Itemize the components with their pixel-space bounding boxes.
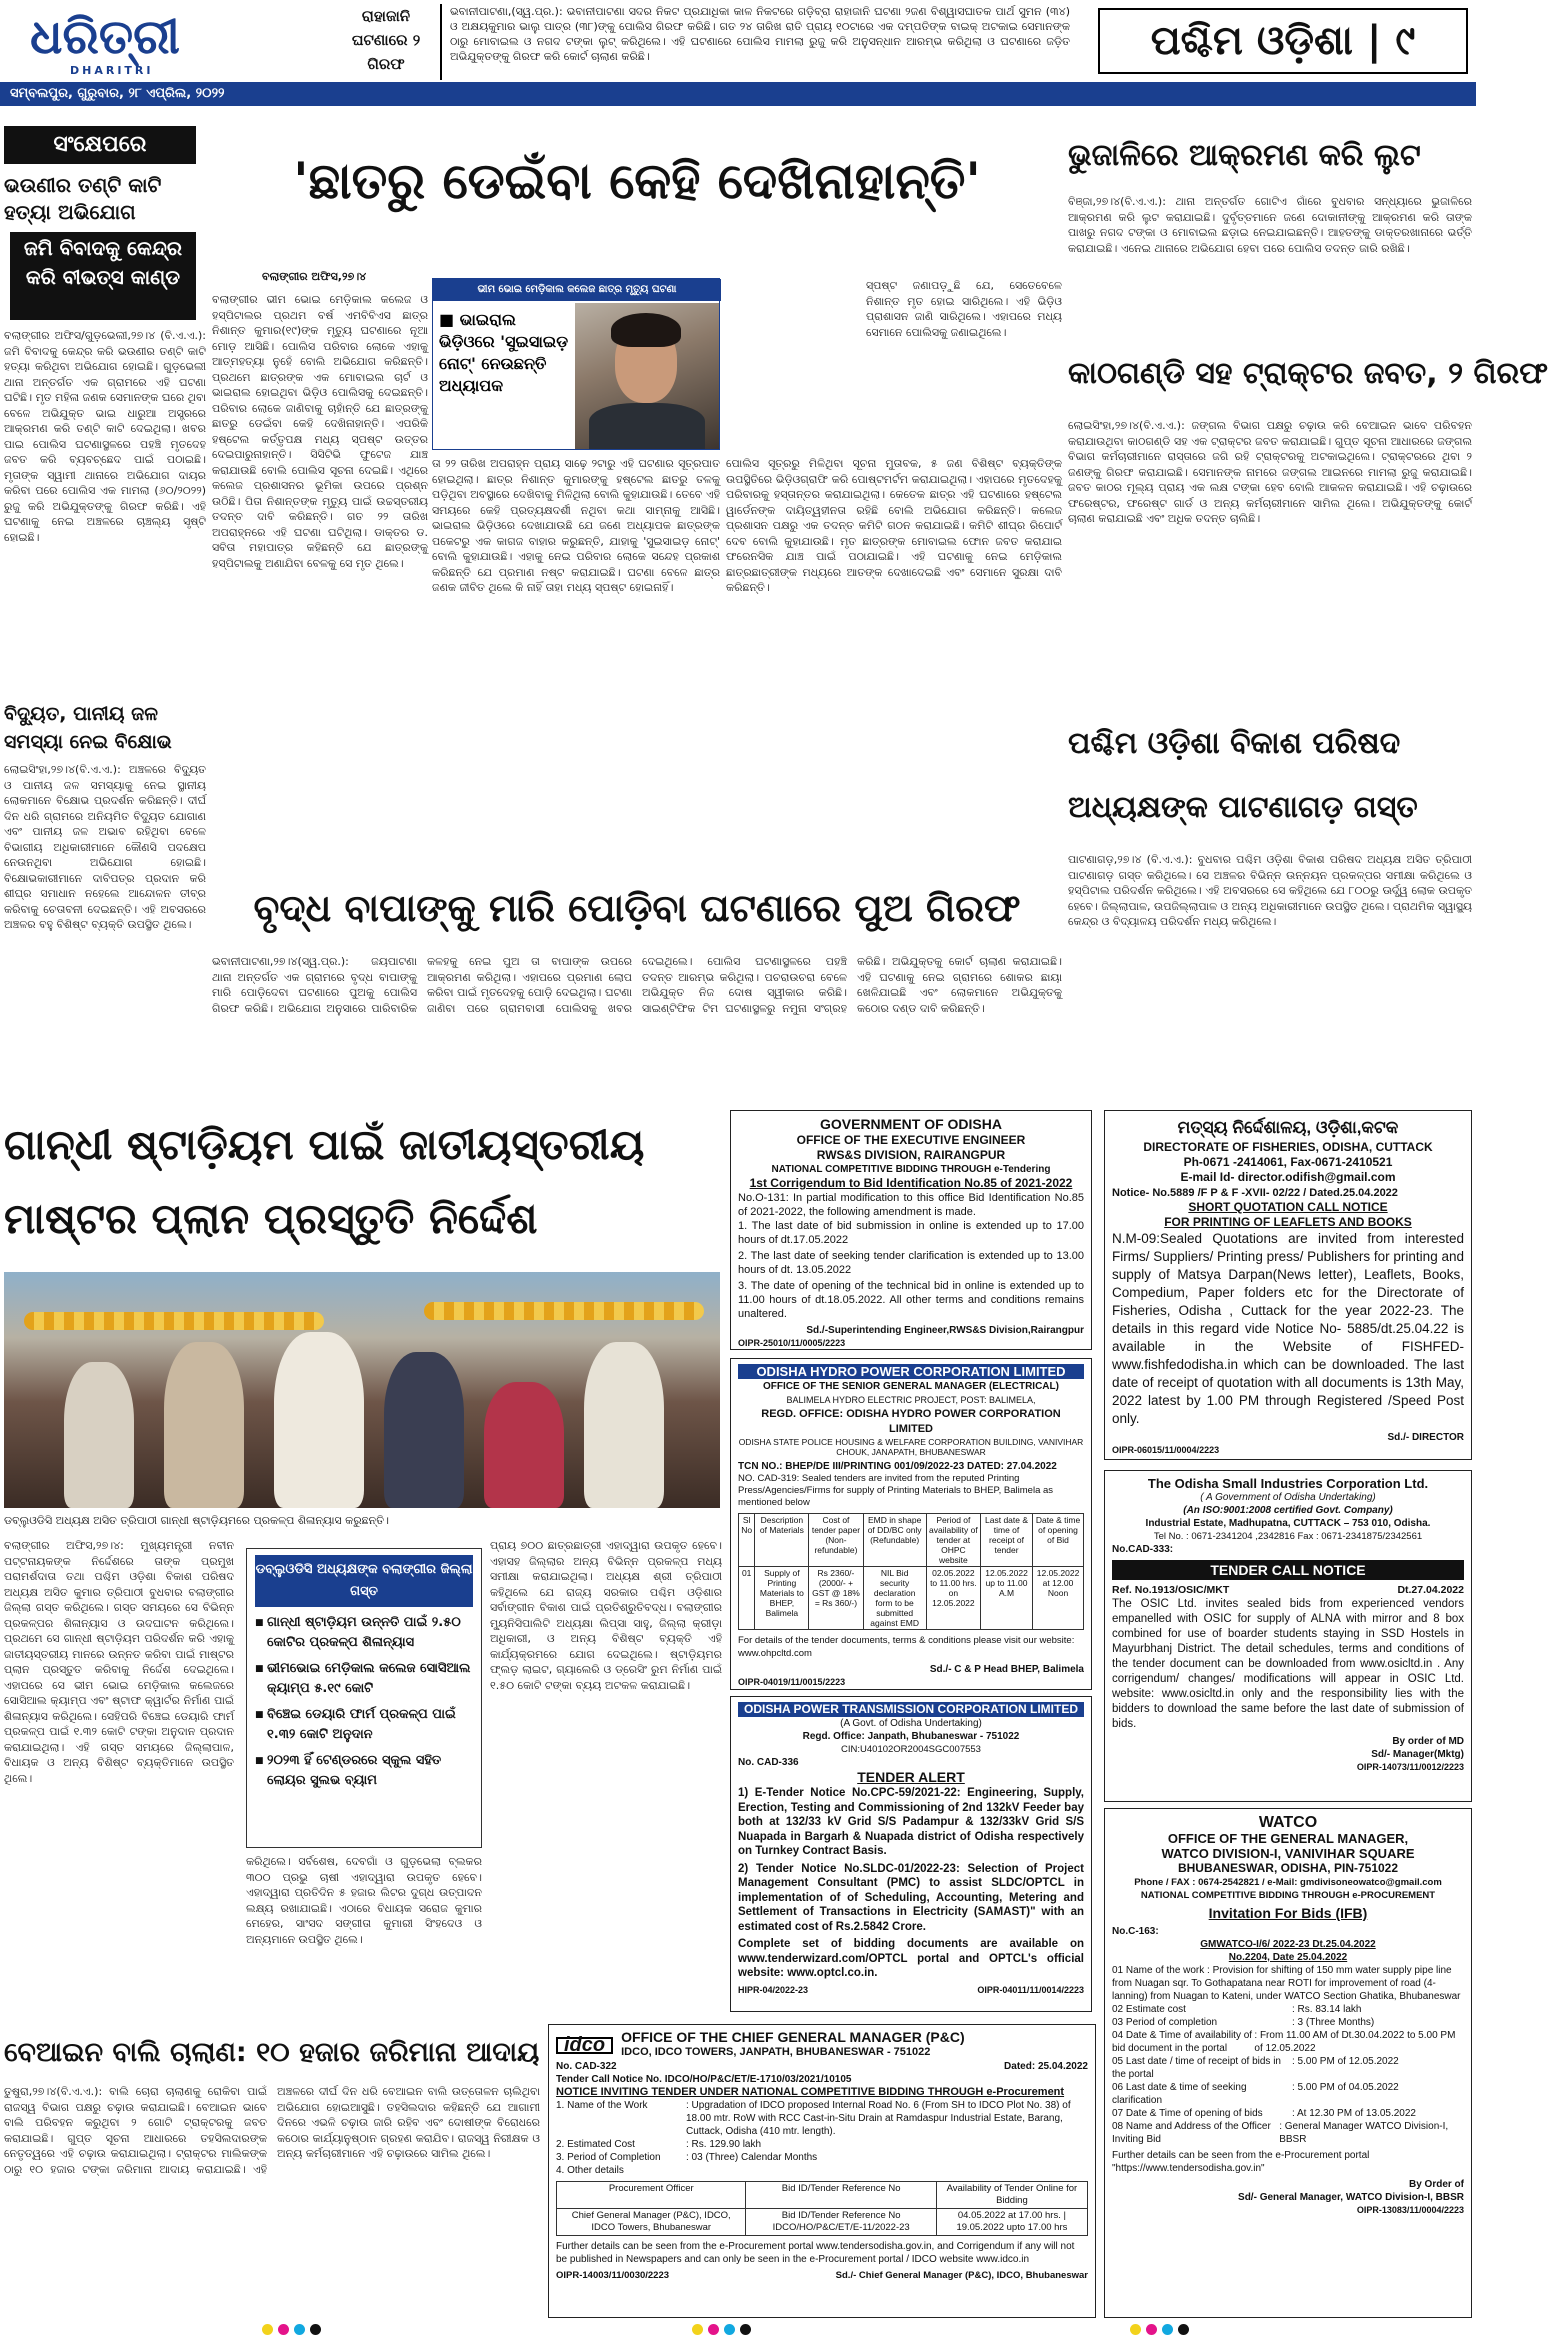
watco-row	[1112, 2016, 1464, 2029]
wodc-visit-body: ପାଟଣାଗଡ଼,୨୭।୪ (ବି.ଏ.ଏ.): ବୁଧବାର ପଶ୍ଚିମ ଓଡ଼ିଶା ବିକାଶ ପରିଷଦ ଅଧ୍ୟକ୍ଷ ଅସିତ ତ୍ରିପାଠୀ ପାଟଣାଗଡ଼ ଗସ୍ତ କରିଥିଲେ। ସେ ଅଞ୍ଚଳର ବିଭିନ୍ନ ଉନ୍ନୟନ ପ୍ରକଳ୍ପର ସମୀକ୍ଷା କରିଥିଲେ ଓ ହସ୍ପିଟାଲ ପରିଦର୍ଶନ କରିଥିଲେ। ଏହି ଅବସରରେ ସେ କହିଥିଲେ ଯେ ୮୦୦ରୁ ଊର୍ଦ୍ଧ୍ୱ ଲୋକ ଉପକୃତ ହେବେ। ଜିଲ୍ଲାପାଳ, ଉପଜିଲ୍ଲାପାଳ ଓ ଅନ୍ୟ ଅଧିକାରୀମାନେ ଉପସ୍ଥିତ ଥିଲେ। ପ୍ରାଥମିକ ସ୍ୱାସ୍ଥ୍ୟ କେନ୍ଦ୍ର ଓ ବିଦ୍ୟାଳୟ ପରିଦର୍ଶନ ମଧ୍ୟ କରିଥିଲେ।	[1068, 853, 1472, 928]
idco-th: Bid ID/Tender Reference No	[746, 2182, 936, 2209]
ohpc-th: Sl No	[739, 1514, 755, 1567]
tender-idco	[548, 2024, 1096, 2318]
reg-dot-yellow	[692, 2324, 703, 2335]
watco-key: 03 Period of completion	[1112, 2017, 1218, 2028]
watco-val: : At 12.30 PM of 13.05.2022	[1292, 2108, 1416, 2119]
fisheries-call-title: SHORT QUOTATION CALL NOTICE	[1188, 1200, 1388, 1214]
stadium-photo-caption: ଡବ୍ଲୁଓଡିସି ଅଧ୍ୟକ୍ଷ ଅସିତ ତ୍ରିପାଠୀ ଗାନ୍ଧୀ ଷ୍ଟାଡ଼ିୟମରେ ପ୍ରକଳ୍ପ ଶିଳାନ୍ୟାସ କରୁଛନ୍ତି।	[4, 1514, 389, 1527]
osic-ref-row	[1112, 1584, 1464, 1597]
optcl-codes	[738, 1984, 1084, 1997]
watco-row	[1112, 2120, 1464, 2146]
wodc-visit-headline: ପଶ୍ଚିମ ଓଡ଼ିଶା ବିକାଶ ପରିଷଦ ଅଧ୍ୟକ୍ଷଙ୍କ ପାଟଣାଗଡ଼ ଗସ୍ତ	[1068, 726, 1418, 825]
idco-office: OFFICE OF THE CHIEF GENERAL MANAGER (P&C)	[621, 2029, 965, 2045]
ohpc-th: Cost of tender paper (Non-refundable)	[809, 1514, 863, 1567]
brief-headline-2: ବିଦ୍ୟୁତ, ପାନୀୟ ଜଳ ସମସ୍ୟା ନେଇ ବିକ୍ଷୋଭ	[4, 703, 172, 753]
photo-person-3	[274, 1332, 364, 1508]
idco-no: No. CAD-322	[556, 2061, 617, 2072]
reg-dot-magenta	[708, 2324, 719, 2335]
teaser-body: ଭବାନୀପାଟଣା,(ସ୍ୱ.ପ୍ର.): ଭବାନୀପାଟଣା ସଦର ନିକଟ ପ୍ରଯାଧିକା କାଳ ନିକଟରେ ଗଡ଼ିବ୍ରା ରାହାଜାନି ଘଟଣା ୨ଜଣ ବିଶ୍ୱାସଘାତକ ପାର୍ଥ ସୁମନ (୩୪) ଓ ଅକ୍ଷୟକୁମାର ଭାଲୁ ପାତ୍ର (୩୮)ଙ୍କୁ ପୋଲିସ ଗିରଫ କରିଛି। ଗତ ୨୪ ତାରିଖ ରାତି ପ୍ରାୟ ୧୦ଟାରେ ଏକ ଦମ୍ପତିଙ୍କ ବାଇକ୍ ଅଟକାଇ ସେମାନଙ୍କ ଠାରୁ ମୋବାଇଲ ଓ ନଗଦ ଟଙ୍କା ଲୁଟ୍ କରିଥିଲେ। ଏହି ଘଟଣାରେ ପୋଲିସ ମାମଲା ରୁଜୁ କରି ଅନୁସନ୍ଧାନ ଆରମ୍ଭ କରିଥିଲା ଓ ଘଟଣାରେ ଜଡ଼ିତ ଅଭିଯୁକ୍ତଙ୍କୁ ଗିରଫ କରି କୋର୍ଟ ଚାଲାଣ କରିଛି।	[450, 5, 1070, 63]
optcl-cin: CIN:U40102OR2004SGC007553	[841, 1744, 981, 1755]
tractor-seized-body: ଲୋଇସିଂହା,୨୭।୪(ବି.ଏ.ଏ.): ଜଙ୍ଗଲ ବିଭାଗ ପକ୍ଷରୁ ଚଢ଼ାଉ କରି ବେଆଇନ ଭାବେ ପରିବହନ କରାଯାଉଥିବା କାଠଗଣ୍ଡି ସହ ଏକ ଟ୍ରାକ୍ଟର ଜବତ କରାଯାଇଛି। ଗୁପ୍ତ ସୂଚନା ଆଧାରରେ ଜଙ୍ଗଲ ବିଭାଗ କର୍ମଚାରୀମାନେ ରାସ୍ତାରେ ଜଗି ରହି ଟ୍ରାକ୍ଟରକୁ ଅଟକାଇଥିଲେ। ଟ୍ରାକ୍ଟରରେ ଥିବା ୨ ଜଣଙ୍କୁ ଗିରଫ କରାଯାଇଛି। ସେମାନଙ୍କ ନାମରେ ଜଙ୍ଗଲ ଆଇନରେ ମାମଲା ରୁଜୁ କରାଯାଇଛି। ଜବତ କାଠର ମୂଲ୍ୟ ପ୍ରାୟ ଏକ ଲକ୍ଷ ଟଙ୍କା ହେବ ବୋଲି ଆକଳନ କରାଯାଇଛି। ଏହି ଚଢ଼ାଉରେ ଫରେଷ୍ଟର, ଫରେଷ୍ଟ ଗାର୍ଡ ଓ ଅନ୍ୟ କର୍ମଚାରୀମାନେ ସାମିଲ ଥିଲେ। ଅଭିଯୁକ୍ତଙ୍କୁ କୋର୍ଟ ଚାଲାଣ କରାଯାଇଛି ଏବଂ ଅଧିକ ତଦନ୍ତ ଚାଲିଛି।	[1068, 419, 1472, 525]
reg-dot-magenta	[1146, 2324, 1157, 2335]
watco-contact: Phone / FAX : 0674-2542821 / e-Mail: gmdivisoneowatco@gmail.com	[1134, 1877, 1442, 1888]
reg-dot-cyan	[1162, 2324, 1173, 2335]
idco-th: Procurement Officer	[557, 2182, 746, 2209]
ohpc-td: Rs 2360/- (2000/- + GST @ 18% = Rs 360/-)	[809, 1567, 863, 1630]
watco-ref-1: GMWATCO-I/6/ 2022-23 Dt.25.04.2022	[1200, 1939, 1376, 1950]
section-title: ପଶ୍ଚିମ ଓଡ଼ିଶା | ୯	[1098, 8, 1468, 74]
optcl-hipr: HIPR-04/2022-23	[738, 1984, 809, 1995]
watco-key: 02 Estimate cost	[1112, 2004, 1186, 2015]
idco-tcn: Tender Call Notice No. IDCO/HO/P&C/ET/E-1710/03/2021/10105	[556, 2074, 852, 2085]
table-row	[557, 2209, 1088, 2236]
idco-row	[556, 2099, 1088, 2138]
father-killed-body: ଭବାନୀପାଟଣା,୨୭।୪(ସ୍ୱ.ପ୍ର.): ଜୟପାଟଣା ଥାନା ଅନ୍ତର୍ଗତ ଏକ ଗ୍ରାମରେ ବୃଦ୍ଧ ବାପାଙ୍କୁ ମାରି ପୋଡ଼ିଦେବା ଘଟଣାରେ ପୁଅକୁ ପୋଲିସ ଗିରଫ କରିଛି। ଅଭିଯୋଗ ଅନୁସାରେ ପାରିବାରିକ କଳହକୁ ନେଇ ପୁଅ ତା ବାପାଙ୍କ ଉପରେ ଆକ୍ରମଣ କରିଥିଲା। ଏହାପରେ ପ୍ରମାଣ ଲୋପ କରିବା ପାଇଁ ମୃତଦେହକୁ ପୋଡ଼ି ଦେଇଥିଲା। ଘଟଣା ଜାଣିବା ପରେ ଗ୍ରାମବାସୀ ପୋଲିସକୁ ଖବର ଦେଇଥିଲେ। ପୋଲିସ ଘଟଣାସ୍ଥଳରେ ପହଞ୍ଚି ତଦନ୍ତ ଆରମ୍ଭ କରିଥିଲା। ପଚରାଉଚରା ବେଳେ ଅଭିଯୁକ୍ତ ନିଜ ଦୋଷ ସ୍ୱୀକାର କରିଛି। ସାଇଣ୍ଟିଫିକ ଟିମ ଘଟଣାସ୍ଥଳରୁ ନମୁନା ସଂଗ୍ରହ କରିଛି। ଅଭିଯୁକ୍ତକୁ କୋର୍ଟ ଚାଲାଣ କରାଯାଇଛି। ଏହି ଘଟଣାକୁ ନେଇ ଗ୍ରାମରେ ଶୋକର ଛାୟା ଖେଳିଯାଇଛି ଏବଂ ଲୋକମାନେ ଅଭିଯୁକ୍ତକୁ କଠୋର ଦଣ୍ଡ ଦାବି କରିଛନ୍ତି।	[212, 955, 1062, 1015]
visit-highlights-box	[246, 1548, 482, 1848]
ohpc-title: ODISHA HYDRO POWER CORPORATION LIMITED	[738, 1364, 1084, 1379]
idco-dated: Dated: 25.04.2022	[1004, 2061, 1088, 2072]
reg-dot-cyan	[294, 2324, 305, 2335]
ohpc-td: 01	[739, 1567, 755, 1630]
watco-ncb: NATIONAL COMPETITIVE BIDDING THROUGH e-PROCUREMENT	[1140, 1890, 1436, 1901]
idco-th: Availability of Tender Online for Bidding	[936, 2182, 1087, 2209]
newspaper-logo	[30, 10, 250, 82]
watco-title: WATCO	[1258, 1814, 1318, 1831]
optcl-item-1: 1) E-Tender Notice No.CPC-59/2021-22: Engineering, Supply, Erection, Testing and Commissioning of 2nd 132kV Feeder bay both at 132/33 kV Grid S/S Padampur & 132/33kV Grid S/S Nuapada in Bargarh & Nuapada district of Odisha respectively on Turnkey Contract Basis.	[738, 1787, 1084, 1857]
main-byline: ବଲାଙ୍ଗୀର ଅଫିସ,୨୭।୪	[262, 270, 367, 283]
reg-dot-black	[1178, 2324, 1189, 2335]
idco-logo: idco	[556, 2037, 613, 2054]
optcl-banner: TENDER ALERT	[857, 1769, 965, 1785]
main-column-2: ତା ୨୨ ତାରିଖ ଅପରାହ୍ନ ପ୍ରାୟ ସାଢ଼େ ୨ଟାରୁ ଏହି ଘଟଣାର ସୂତ୍ରପାତ ହୋଇଥିଲା। ଛାତ୍ର ନିଶାନ୍ତ କୁମାରଙ୍କୁ ହଷ୍ଟେଲ ଛାତରୁ ତଳକୁ ପଡ଼ିଥିବା ଅବସ୍ଥାରେ ଦେଖିବାକୁ ମିଳିଥିଲା ବୋଲି କୁହାଯାଉଛି। ତେବେ ଏହି ସମୟରେ କେହି ପ୍ରତ୍ୟକ୍ଷଦର୍ଶୀ ନଥିବା କଥା ସାମ୍ନାକୁ ଆସିଛି। ଭାଇରାଲ ଭିଡ଼ିଓରେ ଦେଖାଯାଉଛି ଯେ ଜଣେ ଅଧ୍ୟାପକ ଛାତ୍ରଙ୍କ ପକେଟରୁ ଏକ କାଗଜ ବାହାର କରୁଛନ୍ତି, ଯାହାକୁ 'ସୁଇସାଇଡ଼ ନୋଟ୍' ବୋଲି କୁହାଯାଉଛି। ଏହାକୁ ନେଇ ପରିବାର ଲୋକେ ସନ୍ଦେହ ପ୍ରକାଶ କରିଛନ୍ତି ଯେ ପ୍ରମାଣ ନଷ୍ଟ କରାଯାଇଛି। ଘଟଣା ବେଳେ ଛାତ୍ର ଜଣକ ଜୀବିତ ଥିଲେ କି ନାହିଁ ତାହା ମଧ୍ୟ ସ୍ପଷ୍ଟ ହୋଇନାହିଁ।	[432, 457, 720, 594]
watco-division: WATCO DIVISION-I, VANIVIHAR SQUARE	[1161, 1846, 1415, 1861]
father-killed-headline: ବୃଦ୍ଧ ବାପାଙ୍କୁ ମାରି ପୋଡ଼ିବା ଘଟଣାରେ ପୁଅ ଗିରଫ	[253, 886, 1021, 930]
photo-shirt-shape	[589, 403, 705, 449]
osic-oipr: OIPR-14073/11/0012/2223	[1356, 1762, 1464, 1772]
osic-date: Dt.27.04.2022	[1397, 1584, 1464, 1596]
watco-val: : 3 (Three Months)	[1292, 2017, 1375, 2028]
fisheries-oipr: OIPR-06015/11/0004/2223	[1112, 1445, 1220, 1455]
idco-header	[556, 2030, 1088, 2060]
watco-oipr: OIPR-13083/11/0004/2223	[1356, 2205, 1464, 2215]
reg-dot-black	[310, 2324, 321, 2335]
photo-hair-shape	[611, 313, 681, 347]
osic-title: The Odisha Small Industries Corporation Ltd.	[1147, 1476, 1429, 1491]
optcl-item-2: 2) Tender Notice No.SLDC-01/2022-23: Selection of Project Management Consultant (PMC) to assist SLDC/OPTCL in implementation of of Scheduling, Accounting, Metering and Settlement of Transactions in Electricity (SAMAST)" with an estimated cost of Rs.2.5842 Crore.	[738, 1862, 1084, 1933]
brief-body-1: ବଲାଙ୍ଗୀର ଅଫିସ/ଗୁଡ଼ଭେଲୀ,୨୭।୪ (ବି.ଏ.ଏ.): ଜମି ବିବାଦକୁ କେନ୍ଦ୍ର କରି ଭଉଣୀର ତଣ୍ଟି କାଟି ହତ୍ୟା କରିଥିବା ଅଭିଯୋଗ ହୋଇଛି। ଗୁଡ଼ଭେଲୀ ଥାନା ଅନ୍ତର୍ଗତ ଏକ ଗ୍ରାମରେ ଏହି ଘଟଣା ଘଟିଛି। ମୃତ ମହିଳା ଜଣକ ସେମାନଙ୍କ ଘରେ ଥିବା ବେଳେ ଅଭିଯୁକ୍ତ ଭାଇ ଧାରୁଆ ଅସ୍ତ୍ରରେ ଆକ୍ରମଣ କରି ତଣ୍ଟି କାଟି ଦେଇଥିଲା। ଖବର ପାଇ ପୋଲିସ ଘଟଣାସ୍ଥଳରେ ପହଞ୍ଚି ମୃତଦେହ ଜବତ କରି ବ୍ୟବଚ୍ଛେଦ ପାଇଁ ପଠାଇଛି। ମୃତାଙ୍କ ସ୍ୱାମୀ ଥାନାରେ ଅଭିଯୋଗ ଦାୟର କରିବା ପରେ ପୋଲିସ ଏକ ମାମଲା (୬୦/୨୦୨୨) ରୁଜୁ କରି ଅଭିଯୁକ୍ତଙ୍କୁ ଗିରଫ କରିଛି। ଏହି ଘଟଣାକୁ ନେଇ ଅଞ୍ଚଳରେ ଚାଞ୍ଚଲ୍ୟ ସୃଷ୍ଟି ହୋଇଛି।	[4, 329, 206, 544]
photo-person-6	[584, 1342, 664, 1508]
watco-key: 05 Last date / time of receipt of bids in the portal	[1112, 2056, 1281, 2080]
optcl-office: Regd. Office: Janpath, Bhubaneswar - 751022	[802, 1731, 1020, 1742]
optcl-title: ODISHA POWER TRANSMISSION CORPORATION LIMITED	[738, 1702, 1084, 1717]
reg-dot-yellow	[1130, 2324, 1141, 2335]
ohpc-address: BALIMELA HYDRO ELECTRIC PROJECT, POST: BALIMELA,	[786, 1395, 1036, 1405]
watco-row	[1112, 2055, 1464, 2081]
osic-sign-2: Sd/- Manager(Mktg)	[1371, 1749, 1464, 1760]
watco-foot: Further details can be seen from the e-Procurement portal "https://www.tendersodisha.gov.in"	[1112, 2150, 1370, 2174]
highlight-item: ■ ଭୀମଭୋଇ ମେଡ଼ିକାଲ କଲେଜ ସୋସିଆଲ କ୍ୟାମ୍ପ ୫.୧୯ କୋଟି	[255, 1659, 473, 1699]
ohpc-oipr: OIPR-04019/11/0015/2223	[738, 1677, 846, 1687]
fisheries-call-subtitle: FOR PRINTING OF LEAFLETS AND BOOKS	[1164, 1215, 1412, 1229]
stadium-event-photo	[4, 1272, 720, 1508]
idco-key: 4. Other details	[556, 2165, 624, 2176]
watco-sign-2: Sd/- General Manager, WATCO Division-I, BBSR	[1238, 2192, 1464, 2203]
tender-optcl	[730, 1696, 1092, 2012]
rws-item: 1. The last date of bid submission in online is extended up to 17.00 hours of dt.17.05.2022	[738, 1220, 1084, 1246]
watco-body: 01 Name of the work : Provision for shifting of 150 mm water supply pipe line from Nuagan sqr. To Gothapatana near ROTI for improvement of road (4-lanning) from Nuagan to Kateni, under WATCO Section Ghatika, Bhubaneswar	[1112, 1965, 1461, 2002]
main-column-side: ସ୍ପଷ୍ଟ ଜଣାପଡ଼ୁଛି ଯେ, ସେତେବେଳେ ନିଶାନ୍ତ ମୃତ ହୋଇ ସାରିଥିଲେ। ଏହି ଭିଡ଼ିଓ ପ୍ରାଶାସନ ଜାଣି ସାରିଥିଲେ। ଏହାପରେ ମଧ୍ୟ ସେମାନେ ପୋଲିସକୁ ଜଣାଇଥିଲେ।	[866, 279, 1062, 339]
brief-section-label: ସଂକ୍ଷେପରେ	[4, 126, 196, 164]
brief-subheadline: ଜମି ବିବାଦକୁ କେନ୍ଦ୍ର କରି ବୀଭତ୍ସ କାଣ୍ଡ	[10, 232, 196, 320]
idco-val: : 03 (Three) Calendar Months	[686, 2152, 818, 2163]
logo-text: ଧରିତ୍ରୀ	[30, 9, 180, 65]
ohpc-th: Description of Materials	[755, 1514, 809, 1567]
print-registration-marks	[0, 2322, 1476, 2338]
photo-garland-right	[424, 1302, 704, 1320]
watco-key: 06 Last date & time of seeking clarification	[1112, 2082, 1247, 2106]
highlight-item: ■ ବିଞ୍ଚେଇ ଡେୟାରି ଫାର୍ମ ପ୍ରକଳ୍ପ ପାଇଁ ୧.୩୨ କୋଟି ଅନୁଦାନ	[255, 1705, 473, 1745]
brief-headline-1: ଭଉଣୀର ତଣ୍ଟି କାଟି ହତ୍ୟା ଅଭିଯୋଗ	[4, 173, 162, 224]
idco-key: 1. Name of the Work	[556, 2100, 648, 2111]
photo-person-5	[484, 1382, 564, 1508]
fisheries-title: DIRECTORATE OF FISHERIES, ODISHA, CUTTACK	[1143, 1140, 1433, 1154]
osic-body: The OSIC Ltd. invites sealed bids from experienced vendors empanelled with OSIC for supply of ALNA with mirror and 8 box combined for use of boarder students staying in SSD Hostels in Mayurbhanj District. The detail schedules, terms and conditions of the tender document can be downloaded from www.osicltd.in . Any corrigendum/ changes/ modifications will appear in OSIC Ltd. website: www.osicltd.in only and the responsibility lies with the bidders to download the same before the last date of submission of bids.	[1112, 1598, 1464, 1730]
loot-headline: ଭୁଜାଳିରେ ଆକ୍ରମଣ କରି ଲୁଟ	[1068, 138, 1421, 173]
student-photo	[575, 303, 719, 449]
idco-row	[556, 2151, 1088, 2164]
tender-rws-rairangpur	[730, 1110, 1092, 1350]
rws-ncb: NATIONAL COMPETITIVE BIDDING THROUGH e-Tendering	[771, 1164, 1051, 1175]
highlight-item: ■ ୨୦୨୩ ହିଁ ଟେଣ୍ଡରରେ ସ୍କୁଲ ସହିତ ଲୋୟର ସୁଲଭ ବ୍ୟାମ	[255, 1751, 473, 1791]
photo-garland-left	[24, 1312, 324, 1330]
idco-foot: Further details can be seen from the e-Procurement portal www.tendersodisha.gov.in, and Corrigendum if any will not be published in Newspapers and can only be seen in the e-Procurement portal / IDCO website www.idco.in	[556, 2241, 1075, 2265]
photo-quote: ■ ଭାଇରାଲ ଭିଡ଼ିଓରେ 'ସୁଇସାଇଡ଼ ନୋଟ୍' ନେଉଛନ୍ତି ଅଧ୍ୟାପକ	[439, 310, 569, 395]
tender-osic	[1104, 1470, 1472, 1802]
main-headline: 'ଛାତରୁ ଡେଇଁବା କେହି ଦେଖିନାହାନ୍ତି'	[293, 152, 981, 210]
rws-item: 2. The last date of seeking tender clarification is extended up to 13.00 hours of dt. 13.05.2022	[738, 1250, 1084, 1276]
idco-header-text	[621, 2030, 965, 2060]
watco-val: : General Manager WATCO Division-I, BBSR	[1279, 2121, 1449, 2145]
ohpc-regd-address: ODISHA STATE POLICE HOUSING & WELFARE CORPORATION BUILDING, VANIVIHAR CHOUK, JANAPATH, BHUBANESWAR	[738, 1437, 1084, 1457]
osic-sign-1: By order of MD	[1392, 1736, 1464, 1747]
photo-person-1	[64, 1362, 134, 1508]
optcl-no: No. CAD-336	[738, 1757, 799, 1768]
watco-val: : Rs. 83.14 lakh	[1292, 2004, 1362, 2015]
ohpc-td: Supply of Printing Materials to BHEP, Balimela	[755, 1567, 809, 1630]
osic-iso: (An ISO:9001:2008 certified Govt. Company)	[1183, 1505, 1393, 1516]
main-column-1: ବଲାଙ୍ଗୀର ଭୀମ ଭୋଇ ମେଡ଼ିକାଲ କଲେଜ ଓ ହସ୍ପିଟାଲର ପ୍ରଥମ ବର୍ଷ ଏମବିବିଏସ ଛାତ୍ର ନିଶାନ୍ତ କୁମାର(୧୯)ଙ୍କ ମୃତ୍ୟୁ ଘଟଣାରେ ନୂଆ ମୋଡ଼ ଆସିଛି। ପୋଲିସ ପରିବାର ଲୋକେ ଏହାକୁ ଆତ୍ମହତ୍ୟା ନୁହେଁ ବୋଲି ଅଭିଯୋଗ କରିଛନ୍ତି। ପ୍ରଥମେ ଛାତ୍ରଙ୍କ ଏକ ମୋବାଇଲ ଚାର୍ଟ ଓ ଭାଇରାଲ ହୋଇଥିବା ଭିଡ଼ିଓ ପୋଲିସକୁ ଦେଇଛନ୍ତି। ପରିବାର ଲୋକେ ଜାଣିବାକୁ ଚାହାଁନ୍ତି ଯେ ଛାତ୍ରଙ୍କୁ ଛାତରୁ ଡେଇଁବା କେହି ଦେଖିନାହାନ୍ତି। ଏପରିକି ହଷ୍ଟେଲ କର୍ତ୍ତୃପକ୍ଷ ମଧ୍ୟ ସ୍ପଷ୍ଟ ଉତ୍ତର ଦେଇପାରୁନାହାନ୍ତି। ସିସିଟିଭି ଫୁଟେଜ ଯାଞ୍ଚ କରାଯାଉଛି ବୋଲି ପୋଲିସ ସୂଚନା ଦେଇଛି। ଏଥିରେ କଲେଜ ପ୍ରଶାସନର ଭୂମିକା ଉପରେ ପ୍ରଶ୍ନ ଉଠିଛି। ପିତା ନିଶାନ୍ତଙ୍କ ମୃତ୍ୟୁ ପାଇଁ ଉଚ୍ଚସ୍ତରୀୟ ତଦନ୍ତ ଦାବି କରିଛନ୍ତି। ଗତ ୨୨ ତାରିଖ ଅପରାହ୍ନରେ ଏହି ଘଟଣା ଘଟିଥିଲା। ଡାକ୍ତର ଡ. ସବିତା ମହାପାତ୍ର କହିଛନ୍ତି ଯେ ଛାତ୍ରଙ୍କୁ ହସ୍ପିଟାଲକୁ ଅଣାଯିବା ବେଳକୁ ସେ ମୃତ ଥିଲେ।	[212, 293, 428, 570]
fisheries-email: E-mail Id- director.odifish@gmail.com	[1180, 1170, 1396, 1184]
fisheries-odia-title: ମତ୍ସ୍ୟ ନିର୍ଦ୍ଦେଶାଳୟ, ଓଡ଼ିଶା,କଟକ	[1177, 1118, 1399, 1137]
fisheries-notice-no: Notice- No.5889 /F P & F -XVII- 02/22 / Dated.25.04.2022	[1112, 1187, 1398, 1199]
rws-office: OFFICE OF THE EXECUTIVE ENGINEER	[796, 1133, 1026, 1147]
idco-oipr: OIPR-14003/11/0030/2223	[556, 2270, 670, 2281]
osic-banner: TENDER CALL NOTICE	[1112, 1560, 1464, 1580]
table-row	[739, 1567, 1084, 1630]
watco-row	[1112, 2107, 1464, 2120]
idco-no-row	[556, 2060, 1088, 2073]
rws-oipr: OIPR-25010/11/0005/2223	[738, 1338, 846, 1348]
rws-division: RWS&S DIVISION, RAIRANGPUR	[816, 1148, 1006, 1162]
dateline-bar: ସମ୍ବଲପୁର, ଗୁରୁବାର, ୨୮ ଏପ୍ରିଲ, ୨୦୨୨	[0, 82, 1476, 106]
idco-td: 04.05.2022 at 17.00 hrs. | 19.05.2022 upto 17.00 hrs	[936, 2209, 1087, 2236]
stadium-column-1: ବଲାଙ୍ଗୀର ଅଫିସ,୨୭।୪: ମୁଖ୍ୟମନ୍ତ୍ରୀ ନବୀନ ପଟ୍ଟନାୟକଙ୍କ ନିର୍ଦ୍ଦେଶରେ ତାଙ୍କ ପ୍ରମୁଖ ପରାମର୍ଶଦାତା ତଥା ପଶ୍ଚିମ ଓଡ଼ିଶା ବିକାଶ ପରିଷଦ ଅଧ୍ୟକ୍ଷ ଅସିତ କୁମାର ତ୍ରିପାଠୀ ବୁଧବାର ବଲାଙ୍ଗୀର ଜିଲ୍ଲା ଗସ୍ତ କରିଥିଲେ। ଗସ୍ତ ସମୟରେ ସେ ବିଭିନ୍ନ ପ୍ରକଳ୍ପର ଶିଳାନ୍ୟାସ ଓ ଉଦଘାଟନ କରିଥିଲେ। ପ୍ରଥମେ ସେ ଗାନ୍ଧୀ ଷ୍ଟାଡ଼ିୟମ ପରିଦର୍ଶନ କରି ଏହାକୁ ଜାତୀୟସ୍ତରୀୟ ମାନରେ ଉନ୍ନତ କରିବା ପାଇଁ ମାଷ୍ଟର ପ୍ଲାନ ପ୍ରସ୍ତୁତ କରିବାକୁ ନିର୍ଦ୍ଦେଶ ଦେଇଥିଲେ। ଏହାପରେ ସେ ଭୀମ ଭୋଇ ମେଡ଼ିକାଲ କଲେଜରେ ସୋସିଆଲ କ୍ୟାମ୍ପ ଏବଂ ଷ୍ଟାଫ କ୍ୱାର୍ଟର ନିର୍ମାଣ ପାଇଁ ଶିଳାନ୍ୟାସ କରିଥିଲେ। ସେହିପରି ବିଞ୍ଚେଇ ଡେୟାରି ଫାର୍ମ ପ୍ରକଳ୍ପ ପାଇଁ ୧.୩୨ କୋଟି ଟଙ୍କା ଅନୁଦାନ ପ୍ରଦାନ କରାଯାଇଥିଲା। ଏହି ଗସ୍ତ ସମୟରେ ଜିଲ୍ଲାପାଳ, ବିଧାୟକ ଓ ଅନ୍ୟ ବିଶିଷ୍ଟ ବ୍ୟକ୍ତିମାନେ ଉପସ୍ଥିତ ଥିଲେ।	[4, 1539, 234, 1785]
osic-no: No.CAD-333:	[1112, 1544, 1174, 1555]
photo-person-2	[164, 1342, 244, 1508]
ohpc-th: EMD in shape of DD/BC only (Refundable)	[863, 1514, 926, 1567]
rws-item: 3. The date of opening of the technical bid in online is extended up to 11.00 hours of dt.18.05.2022. All other terms and conditions remains unaltered.	[738, 1280, 1084, 1320]
watco-row	[1112, 2003, 1464, 2016]
masthead	[0, 0, 1476, 112]
logo-subtext: DHARITRI	[70, 64, 154, 77]
watco-val: : 5.00 PM of 04.05.2022	[1292, 2082, 1399, 2093]
watco-ifb: Invitation For Bids (IFB)	[1208, 1905, 1368, 1921]
watco-address: BHUBANESWAR, ODISHA, PIN-751022	[1177, 1861, 1399, 1875]
osic-ref: Ref. No.1913/OSIC/MKT	[1112, 1584, 1230, 1596]
watco-no: No.C-163:	[1112, 1926, 1159, 1937]
idco-codes	[556, 2269, 1088, 2282]
rws-gov-title: GOVERNMENT OF ODISHA	[819, 1116, 1002, 1132]
watco-row	[1112, 2029, 1464, 2055]
idco-val	[686, 2164, 1088, 2177]
optcl-oipr: OIPR-04011/11/0014/2223	[977, 1984, 1084, 1995]
reg-dot-magenta	[278, 2324, 289, 2335]
tender-ohpc	[730, 1358, 1092, 1690]
ohpc-regd-office: REGD. OFFICE: ODISHA HYDRO POWER CORPORATION LIMITED	[761, 1408, 1061, 1435]
optcl-subtitle: (A Govt. of Odisha Undertaking)	[840, 1718, 982, 1729]
watco-ref-2: No.2204, Date 25.04.2022	[1228, 1952, 1348, 1963]
ohpc-table	[738, 1513, 1084, 1630]
ohpc-office: OFFICE OF THE SENIOR GENERAL MANAGER (ELECTRICAL)	[763, 1381, 1059, 1392]
stadium-headline: ଗାନ୍ଧୀ ଷ୍ଟାଡ଼ିୟମ ପାଇଁ ଜାତୀୟସ୍ତରୀୟ ମାଷ୍ଟର ପ୍ଲାନ ପ୍ରସ୍ତୁତି ନିର୍ଦ୍ଦେଶ	[4, 1120, 645, 1243]
tender-fisheries	[1104, 1110, 1472, 1460]
ohpc-td: 12.05.2022 at 12.00 Noon	[1033, 1567, 1084, 1630]
ohpc-th: Date & time of opening of Bid	[1033, 1514, 1084, 1567]
ohpc-th: Last date & time of receipt of tender	[981, 1514, 1033, 1567]
ohpc-th: Period of availability of tender at OHPC website	[926, 1514, 980, 1567]
watco-val: : From 11.00 AM of Dt.30.04.2022 to 5.00 PM of 12.05.2022	[1254, 2030, 1456, 2054]
idco-td: Bid ID/Tender Reference No IDCO/HO/P&C/ET/E-11/2022-23	[746, 2209, 936, 2236]
fisheries-body: N.M-09:Sealed Quotations are invited from interested Firms/ Suppliers/ Printing press/ Publishers for printing and supply of Matsya Darpan(News letter), Leaflets, Books, Compedium, Paper folders etc for the Directorate of Fisheries, Odisha , Cuttack for the year 2022-23. The details in this regard vide Notice No- 5885/dt.25.04.22 is available in the Website of FISHFED- www.fishfedodisha.in which can be downloaded. The last date of receipt of quotation with all documents is 13th May, 2022 latest by 1.00 PM through Registered /Speed Post only.	[1112, 1231, 1464, 1426]
sand-fine-body: ତୁଷୁରା,୨୭।୪(ବି.ଏ.ଏ.): ବାଲି ଚୋରା ଚାଲାଣକୁ ରୋକିବା ପାଇଁ ରାଜସ୍ୱ ବିଭାଗ ପକ୍ଷରୁ ଚଢ଼ାଉ କରାଯାଇଛି। ବେଆଇନ ଭାବେ ବାଲି ପରିବହନ କରୁଥିବା ୨ ଗୋଟି ଟ୍ରାକ୍ଟରକୁ ଜବତ କରାଯାଇଛି। ଗୁପ୍ତ ସୂଚନା ଆଧାରରେ ତହସିଲଦାରଙ୍କ ନେତୃତ୍ୱରେ ଏହି ଚଢ଼ାଉ କରାଯାଇଥିଲା। ଟ୍ରାକ୍ଟର ମାଲିକଙ୍କ ଠାରୁ ୧୦ ହଜାର ଟଙ୍କା ଜରିମାନା ଆଦାୟ କରାଯାଇଛି। ଏହି ଅଞ୍ଚଳରେ ଦୀର୍ଘ ଦିନ ଧରି ବେଆଇନ ବାଲି ଉତ୍ତୋଳନ ଚାଲିଥିବା ଅଭିଯୋଗ ହୋଇଆସୁଛି। ତହସିଲଦାର କହିଛନ୍ତି ଯେ ଆଗାମୀ ଦିନରେ ଏଭଳି ଚଢ଼ାଉ ଜାରି ରହିବ ଏବଂ ଦୋଷୀଙ୍କ ବିରୋଧରେ କଠୋର କାର୍ଯ୍ୟାନୁଷ୍ଠାନ ଗ୍ରହଣ କରାଯିବ। ରାଜସ୍ୱ ନିରୀକ୍ଷକ ଓ ଅନ୍ୟ କର୍ମଚାରୀମାନେ ଏହି ଚଢ଼ାଉରେ ସାମିଲ ଥିଲେ।	[4, 2085, 540, 2176]
main-column-3: ପୋଲିସ ସୂତ୍ରରୁ ମିଳିଥିବା ସୂଚନା ମୁତାବକ, ୫ ଜଣ ବିଶିଷ୍ଟ ବ୍ୟକ୍ତିଙ୍କ ଉପସ୍ଥିତିରେ ଭିଡ଼ିଓଗ୍ରାଫି କରି ପୋଷ୍ଟମର୍ଟମ କରାଯାଇଥିଲା। ଏହାପରେ ମୃତଦେହକୁ ପରିବାରକୁ ହସ୍ତାନ୍ତର କରାଯାଇଥିଲା। କେତେକ ଛାତ୍ର ଏହି ଘଟଣାରେ ହଷ୍ଟେଲ ୱାର୍ଡେନଙ୍କ ଦାୟିତ୍ୱହୀନତା ରହିଛି ବୋଲି ଅଭିଯୋଗ କରିଛନ୍ତି। କଲେଜ ପ୍ରଶାସନ ପକ୍ଷରୁ ଏକ ତଦନ୍ତ କମିଟି ଗଠନ କରାଯାଇଛି। କମିଟି ଶୀଘ୍ର ରିପୋର୍ଟ ଦେବ ବୋଲି କୁହାଯାଉଛି। ମୃତ ଛାତ୍ରଙ୍କ ମୋବାଇଲ ଫୋନ ଜବତ କରାଯାଇ ଫରେନସିକ ଯାଞ୍ଚ ପାଇଁ ପଠାଯାଇଛି। ଏହି ଘଟଣାକୁ ନେଇ ମେଡ଼ିକାଲ ଛାତ୍ରଛାତ୍ରୀଙ୍କ ମଧ୍ୟରେ ଆତଙ୍କ ଦେଖାଦେଇଛି ଏବଂ ସେମାନେ ସୁରକ୍ଷା ଦାବି କରିଛନ୍ତି।	[726, 457, 1062, 594]
reg-dot-yellow	[262, 2324, 273, 2335]
ohpc-foot: For details of the tender documents, terms & conditions please visit our website: www.ohpcltd.com	[738, 1635, 1075, 1659]
osic-subtitle: ( A Government of Odisha Undertaking)	[1200, 1492, 1376, 1503]
fisheries-phone: Ph-0671 -2414061, Fax-0671-2410521	[1183, 1155, 1393, 1169]
rws-corrigendum: 1st Corrigendum to Bid Identification No.85 of 2021-2022	[749, 1176, 1073, 1190]
ohpc-tcn: TCN NO.: BHEP/DE III/PRINTING 001/09/2022-23 DATED: 27.04.2022	[738, 1461, 1057, 1472]
idco-address: IDCO, IDCO TOWERS, JANPATH, BHUBANESWAR - 751022	[621, 2046, 931, 2058]
idco-sign: Sd./- Chief General Manager (P&C), IDCO, Bhubaneswar	[835, 2270, 1088, 2281]
osic-phone: Tel No. : 0671-2341204 ,2342816 Fax : 0671-2341875/2342561	[1153, 1531, 1423, 1542]
highlights-title: ଡବ୍ଲୁଓଡିସି ଅଧ୍ୟକ୍ଷଙ୍କ ବଲାଙ୍ଗୀର ଜିଲ୍ଲା ଗସ୍ତ	[255, 1555, 473, 1607]
idco-row	[556, 2164, 1088, 2177]
photo-person-4	[384, 1352, 464, 1508]
tender-watco	[1104, 1808, 1472, 2318]
watco-key: 04 Date & Time of availability of bid document in the portal	[1112, 2030, 1253, 2054]
ohpc-body: NO. CAD-319: Sealed tenders are invited from the reputed Printing Press/Agencies/Firms for supply of Printing Materials to BHEP, Balimela as mentioned below	[738, 1473, 1054, 1508]
rws-signature: Sd./-Superintending Engineer,RWS&S Division,Rairangpur	[806, 1325, 1084, 1336]
osic-address: Industrial Estate, Madhupatna, CUTTACK – 753 010, Odisha.	[1145, 1518, 1431, 1529]
idco-key: 2. Estimated Cost	[556, 2139, 635, 2150]
photo-caption: ଭୀମ ଭୋଇ ମେଡ଼ିକାଲ କଲେଜ ଛାତ୍ର ମୃତ୍ୟୁ ଘଟଣା	[433, 279, 721, 301]
watco-row	[1112, 2081, 1464, 2107]
idco-row	[556, 2138, 1088, 2151]
watco-office: OFFICE OF THE GENERAL MANAGER,	[1167, 1831, 1409, 1846]
watco-sign-1: By Order of	[1408, 2179, 1464, 2190]
rws-items	[738, 1219, 1084, 1321]
student-photo-box	[432, 278, 720, 450]
stadium-column-2: କରିଥିଲେ। ସର୍ବଶେଷ, ଦେବଗାଁ ଓ ଗୁଡ଼ଭେଲା ବ୍ଲକର ୩୦୦ ପ୍ରଭୁ ଚାଷୀ ଏହାଦ୍ୱାରା ଉପକୃତ ହେବେ। ଏହାଦ୍ୱାରା ପ୍ରତିଦିନ ୫ ହଜାର ଲିଟର ଦୁଗ୍ଧ ଉତ୍ପାଦନ ଲକ୍ଷ୍ୟ ରଖାଯାଇଛି। ଏଠାରେ ବିଧାୟକ ସରୋଜ କୁମାର ମେହେର, ସାଂସଦ ସଙ୍ଗୀତା କୁମାରୀ ସିଂହଦେଓ ଓ ଅନ୍ୟମାନେ ଉପସ୍ଥିତ ଥିଲେ।	[246, 1855, 482, 1946]
idco-val: : Upgradation of IDCO proposed Internal Road No. 6 (From SH to IDCO Plot No. 38) of 18.00 mtr. RoW with RCC Cast-in-Situ Drain at Ramdaspur Industrial Estate, Barang, Cuttack, Odisha (410 mtr. length).	[686, 2100, 1071, 2137]
sand-fine-headline: ବେଆଇନ ବାଲି ଚାଲାଣ: ୧୦ ହଜାର ଜରିମାନା ଆଦାୟ	[4, 2037, 540, 2068]
teaser-headline: ରାହାଜାନି ଘଟଣାରେ ୨ ଗିରଫ	[332, 4, 442, 80]
ohpc-td: 02.05.2022 to 11.00 hrs. on 12.05.2022	[926, 1567, 980, 1630]
ohpc-td: 12.05.2022 up to 11.00 A.M	[981, 1567, 1033, 1630]
ohpc-signature: Sd./- C & P Head BHEP, Balimela	[929, 1664, 1084, 1675]
brief-body-2: ଲୋଇସିଂହା,୨୭।୪(ବି.ଏ.ଏ.): ଅଞ୍ଚଳରେ ବିଦ୍ୟୁତ ଓ ପାନୀୟ ଜଳ ସମସ୍ୟାକୁ ନେଇ ସ୍ଥାନୀୟ ଲୋକମାନେ ବିକ୍ଷୋଭ ପ୍ରଦର୍ଶନ କରିଛନ୍ତି। ଦୀର୍ଘ ଦିନ ଧରି ଗ୍ରାମରେ ଅନିୟମିତ ବିଦ୍ୟୁତ ଯୋଗାଣ ଏବଂ ପାନୀୟ ଜଳ ଅଭାବ ରହିଥିବା ବେଳେ ବିଭାଗୀୟ ଅଧିକାରୀମାନେ କୌଣସି ପଦକ୍ଷେପ ନେଉନଥିବା ଅଭିଯୋଗ ହୋଇଛି। ବିକ୍ଷୋଭକାରୀମାନେ ଦାବିପତ୍ର ପ୍ରଦାନ କରି ଶୀଘ୍ର ସମାଧାନ ନହେଲେ ଆନ୍ଦୋଳନ ତୀବ୍ର କରିବାକୁ ଚେତାବନୀ ଦେଇଛନ୍ତି। ଏହି ଅବସରରେ ଅଞ୍ଚଳର ବହୁ ବିଶିଷ୍ଟ ବ୍ୟକ୍ତି ଉପସ୍ଥିତ ଥିଲେ।	[4, 763, 206, 931]
idco-key: 3. Period of Completion	[556, 2152, 661, 2163]
idco-nit: NOTICE INVITING TENDER UNDER NATIONAL COMPETITIVE BIDDING THROUGH e-Procurement	[556, 2086, 1065, 2098]
highlight-item: ■ ଗାନ୍ଧୀ ଷ୍ଟାଡ଼ିୟମ ଉନ୍ନତି ପାଇଁ ୨.୫୦ କୋଟିର ପ୍ରକଳ୍ପ ଶିଳାନ୍ୟାସ	[255, 1613, 473, 1653]
watco-key: 07 Date & Time of opening of bids	[1112, 2108, 1263, 2119]
idco-val: : Rs. 129.90 lakh	[686, 2139, 762, 2150]
tractor-seized-headline: କାଠଗଣ୍ଡି ସହ ଟ୍ରାକ୍ଟର ଜବତ, ୨ ଗିରଫ	[1068, 356, 1548, 391]
idco-table	[556, 2181, 1088, 2236]
watco-key: 08 Name and Address of the Officer Inviting Bid	[1112, 2121, 1271, 2145]
ohpc-td: NIL Bid security declaration form to be submitted against EMD	[863, 1567, 926, 1630]
watco-val: : 5.00 PM of 12.05.2022	[1292, 2056, 1399, 2067]
reg-dot-cyan	[724, 2324, 735, 2335]
stadium-column-3: ପ୍ରାୟ ୭୦୦ ଛାତ୍ରଛାତ୍ରୀ ଏହାଦ୍ୱାରା ଉପକୃତ ହେବେ। ଏହାସହ ଜିଲ୍ଲାର ଅନ୍ୟ ବିଭିନ୍ନ ପ୍ରକଳ୍ପ ମଧ୍ୟ ସମୀକ୍ଷା କରାଯାଇଥିଲା। ଅଧ୍ୟକ୍ଷ ଶ୍ରୀ ତ୍ରିପାଠୀ କହିଥିଲେ ଯେ ରାଜ୍ୟ ସରକାର ପଶ୍ଚିମ ଓଡ଼ିଶାର ସର୍ବାଙ୍ଗୀନ ବିକାଶ ପାଇଁ ପ୍ରତିଶ୍ରୁତିବଦ୍ଧ। ବଲାଙ୍ଗୀର ମ୍ୟୁନିସିପାଲିଟି ଅଧ୍ୟକ୍ଷା ଲିପ୍ସା ସାହୁ, ଜିଲ୍ଲା କ୍ରୀଡ଼ା ଅଧିକାରୀ, ଓ ଅନ୍ୟ ବିଶିଷ୍ଟ ବ୍ୟକ୍ତି ଏହି କାର୍ଯ୍ୟକ୍ରମରେ ଯୋଗ ଦେଇଥିଲେ। ଷ୍ଟାଡ଼ିୟମର ଫ୍ଲଡ଼ ଲାଇଟ, ଗ୍ୟାଲେରି ଓ ଡ୍ରେସିଂ ରୁମ ନିର୍ମାଣ ପାଇଁ ୧.୫୦ କୋଟି ଟଙ୍କା ବ୍ୟୟ ଅଟକଳ କରାଯାଇଛି।	[490, 1539, 722, 1692]
reg-dot-black	[740, 2324, 751, 2335]
idco-td: Chief General Manager (P&C), IDCO, IDCO Towers, Bhubaneswar	[557, 2209, 746, 2236]
optcl-foot: Complete set of bidding documents are available on www.tenderwizard.com/OPTCL portal and OPTCL's official website: www.optcl.co.in.	[738, 1938, 1084, 1979]
fisheries-signature: Sd./- DIRECTOR	[1387, 1432, 1464, 1443]
loot-body: ବିଞ୍ଜା,୨୭।୪(ବି.ଏ.ଏ.): ଥାନା ଅନ୍ତର୍ଗତ ଗୋଟିଏ ଗାଁରେ ବୁଧବାର ସନ୍ଧ୍ୟାରେ ଭୁଜାଳିରେ ଆକ୍ରମଣ କରି ଲୁଟ କରାଯାଇଛି। ଦୁର୍ବୃତ୍ତମାନେ ଜଣେ ଦୋକାନୀଙ୍କୁ ଆକ୍ରମଣ କରି ତାଙ୍କ ପାଖରୁ ନଗଦ ଟଙ୍କା ଓ ମୋବାଇଲ ଛଡ଼ାଇ ନେଇଯାଇଛନ୍ତି। ଆହତଙ୍କୁ ଡାକ୍ତରଖାନାରେ ଭର୍ତ୍ତି କରାଯାଇଛି। ଏନେଇ ଥାନାରେ ଅଭିଯୋଗ ହେବା ପରେ ପୋଲିସ ତଦନ୍ତ ଜାରି ରଖିଛି।	[1068, 195, 1472, 255]
rws-body: No.O-131: In partial modification to this office Bid Identification No.85 of 2021-2022, the following amendment is made.	[738, 1192, 1084, 1218]
